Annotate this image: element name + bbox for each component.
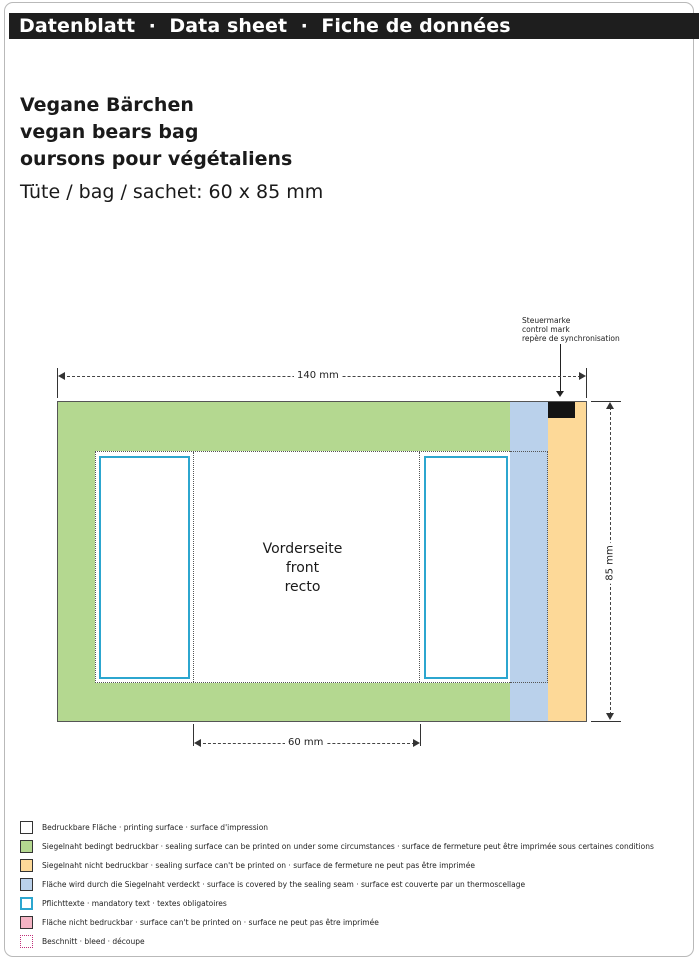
dim-60-arrow-right-icon [413,739,420,747]
product-titles [20,92,292,173]
legend-text: Siegelnaht nicht bedruckbar · sealing surface can't be printed on · surface de fermeture ne peut pas être imprimée [42,861,475,870]
front-label [230,540,375,597]
dim-140-tick-right [586,368,587,398]
control-mark-de: Steuermarke [522,316,571,325]
control-mark-arrow-icon [556,391,564,397]
legend-text: Fläche nicht bedruckbar · surface can't be printed on · surface ne peut pas être imprimée [42,918,379,927]
legend-item [20,878,690,892]
legend-text: Siegelnaht bedingt bedruckbar · sealing surface can be printed on under some circumstances · surface de fermeture peut être imprimée sous certaines conditions [42,842,654,851]
title-fr: oursons pour végétaliens [20,148,293,170]
control-mark-leader [560,344,561,394]
dim-85-arrow-up-icon [606,402,614,409]
legend-swatch-conditional-seal [20,840,33,853]
dim-85-label: 85 mm [605,542,617,583]
dim-140-arrow-right-icon [579,372,586,380]
bag-size-subtitle: Tüte / bag / sachet: 60 x 85 mm [20,181,324,203]
legend-item [20,935,690,949]
front-label-de: Vorderseite [262,541,343,557]
legend-text: Beschnitt · bleed · découpe [42,937,145,946]
legend-item [20,840,690,854]
dim-60-tick-right [420,724,421,746]
dim-140-arrow-left-icon [58,372,65,380]
legend-swatch-bleed [20,935,33,948]
front-label-en: front [285,560,320,576]
mandatory-text-right [424,456,508,679]
legend-item [20,859,690,873]
legend-text: Fläche wird durch die Siegelnaht verdeckt · surface is covered by the sealing seam · surface est couverte par un thermoscellage [42,880,526,889]
legend-swatch-non-printable-seal [20,859,33,872]
front-label-fr: recto [284,579,321,595]
legend-swatch-not-printable [20,916,33,929]
dim-85-arrow-down-icon [606,713,614,720]
legend-swatch-printing-surface [20,821,33,834]
control-mark-en: control mark [522,325,570,334]
dim-85-tick-bottom [591,721,621,722]
control-mark-fr: repère de synchronisation [522,334,620,343]
legend-swatch-covered-by-seam [20,878,33,891]
covered-area-in-print [510,451,548,683]
legend-item [20,916,690,930]
mandatory-text-left [99,456,190,679]
header-title: Datenblatt · Data sheet · Fiche de données [19,15,511,37]
dim-140-label: 140 mm [294,370,342,382]
legend-text: Bedruckbare Fläche · printing surface · surface d'impression [42,823,269,832]
control-mark-label [522,316,620,343]
title-en: vegan bears bag [20,121,199,143]
title-de: Vegane Bärchen [20,94,194,116]
page-header [9,13,699,39]
legend-swatch-mandatory-text [20,897,33,910]
legend-item [20,897,690,911]
legend-text: Pflichttexte · mandatory text · textes obligatoires [42,899,227,908]
dim-60-label: 60 mm [285,737,326,749]
dim-60-arrow-left-icon [194,739,201,747]
legend-item [20,821,690,835]
